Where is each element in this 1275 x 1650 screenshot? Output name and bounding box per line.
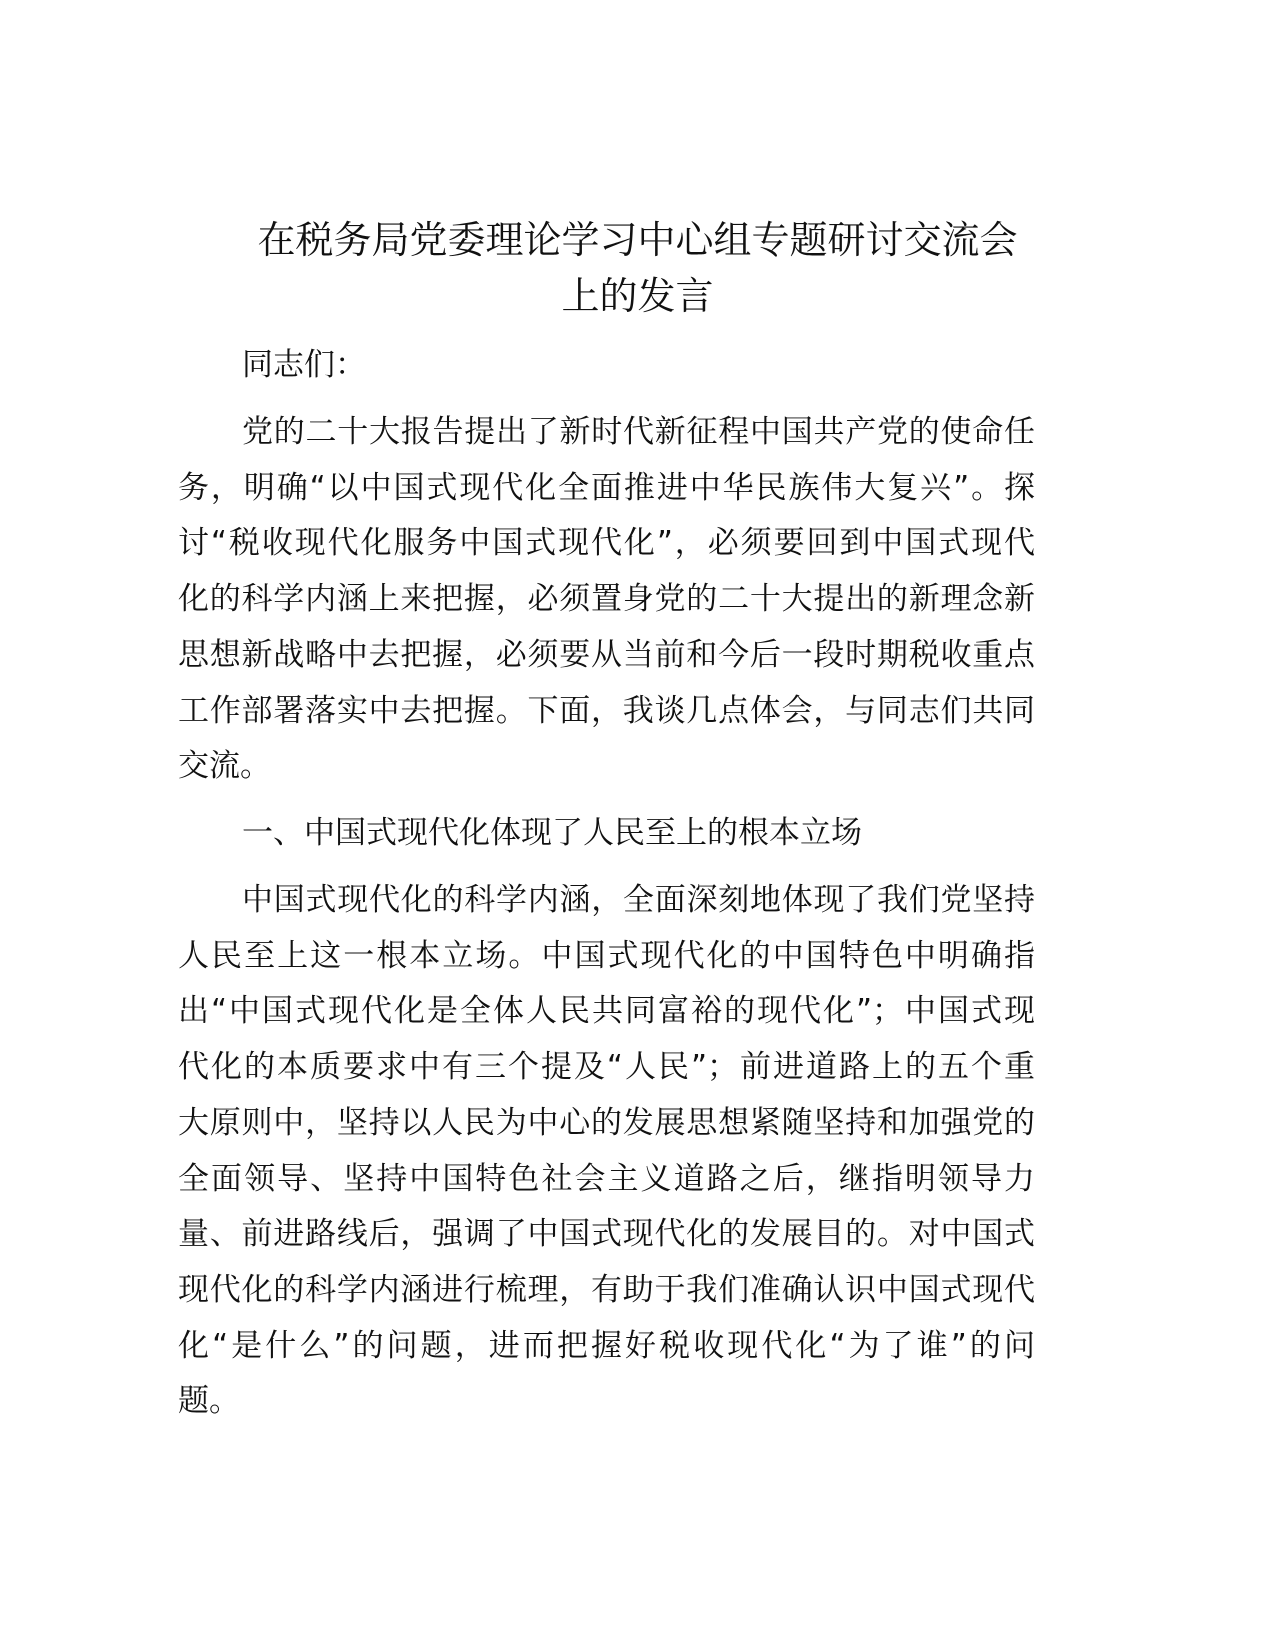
paragraph2-line: 代化的本质要求中有三个提及“人民”；前进道路上的五个重 — [178, 1049, 1035, 1086]
section-heading-1: 一、中国式现代化体现了人民至上的根本立场 — [242, 815, 862, 851]
paragraph2-line: 大原则中，坚持以人民为中心的发展思想紧随坚持和加强党的 — [178, 1104, 1035, 1141]
paragraph2-line: 人民至上这一根本立场。中国式现代化的中国特色中明确指 — [178, 937, 1035, 974]
paragraph2-line: 中国式现代化的科学内涵，全面深刻地体现了我们党坚持 — [242, 882, 1035, 918]
paragraph2-line: 化“是什么”的问题，进而把握好税收现代化“为了谁”的问 — [178, 1327, 1035, 1364]
document-title-line-2: 上的发言 — [561, 274, 714, 318]
salutation: 同志们： — [242, 347, 366, 383]
document-title-line-1: 在税务局党委理论学习中心组专题研讨交流会 — [257, 218, 1018, 262]
paragraph2-line: 全面领导、坚持中国特色社会主义道路之后，继指明领导力 — [178, 1160, 1035, 1197]
paragraph2-line: 出“中国式现代化是全体人民共同富裕的现代化”；中国式现 — [178, 993, 1035, 1030]
paragraph1-line: 讨“税收现代化服务中国式现代化”，必须要回到中国式现代 — [178, 525, 1035, 562]
paragraph2-line: 题。 — [178, 1383, 240, 1420]
paragraph1-line: 务，明确“以中国式现代化全面推进中华民族伟大复兴”。探 — [178, 469, 1035, 506]
paragraph1-line: 党的二十大报告提出了新时代新征程中国共产党的使命任 — [242, 414, 1035, 450]
paragraph1-line: 工作部署落实中去把握。下面，我谈几点体会，与同志们共同 — [178, 692, 1035, 729]
paragraph2-line: 现代化的科学内涵进行梳理，有助于我们准确认识中国式现代 — [178, 1271, 1035, 1308]
paragraph1-line: 交流。 — [178, 748, 271, 785]
paragraph2-line: 量、前进路线后，强调了中国式现代化的发展目的。对中国式 — [178, 1216, 1035, 1253]
paragraph1-line: 思想新战略中去把握，必须要从当前和今后一段时期税收重点 — [178, 636, 1035, 673]
paragraph1-line: 化的科学内涵上来把握，必须置身党的二十大提出的新理念新 — [178, 581, 1035, 618]
